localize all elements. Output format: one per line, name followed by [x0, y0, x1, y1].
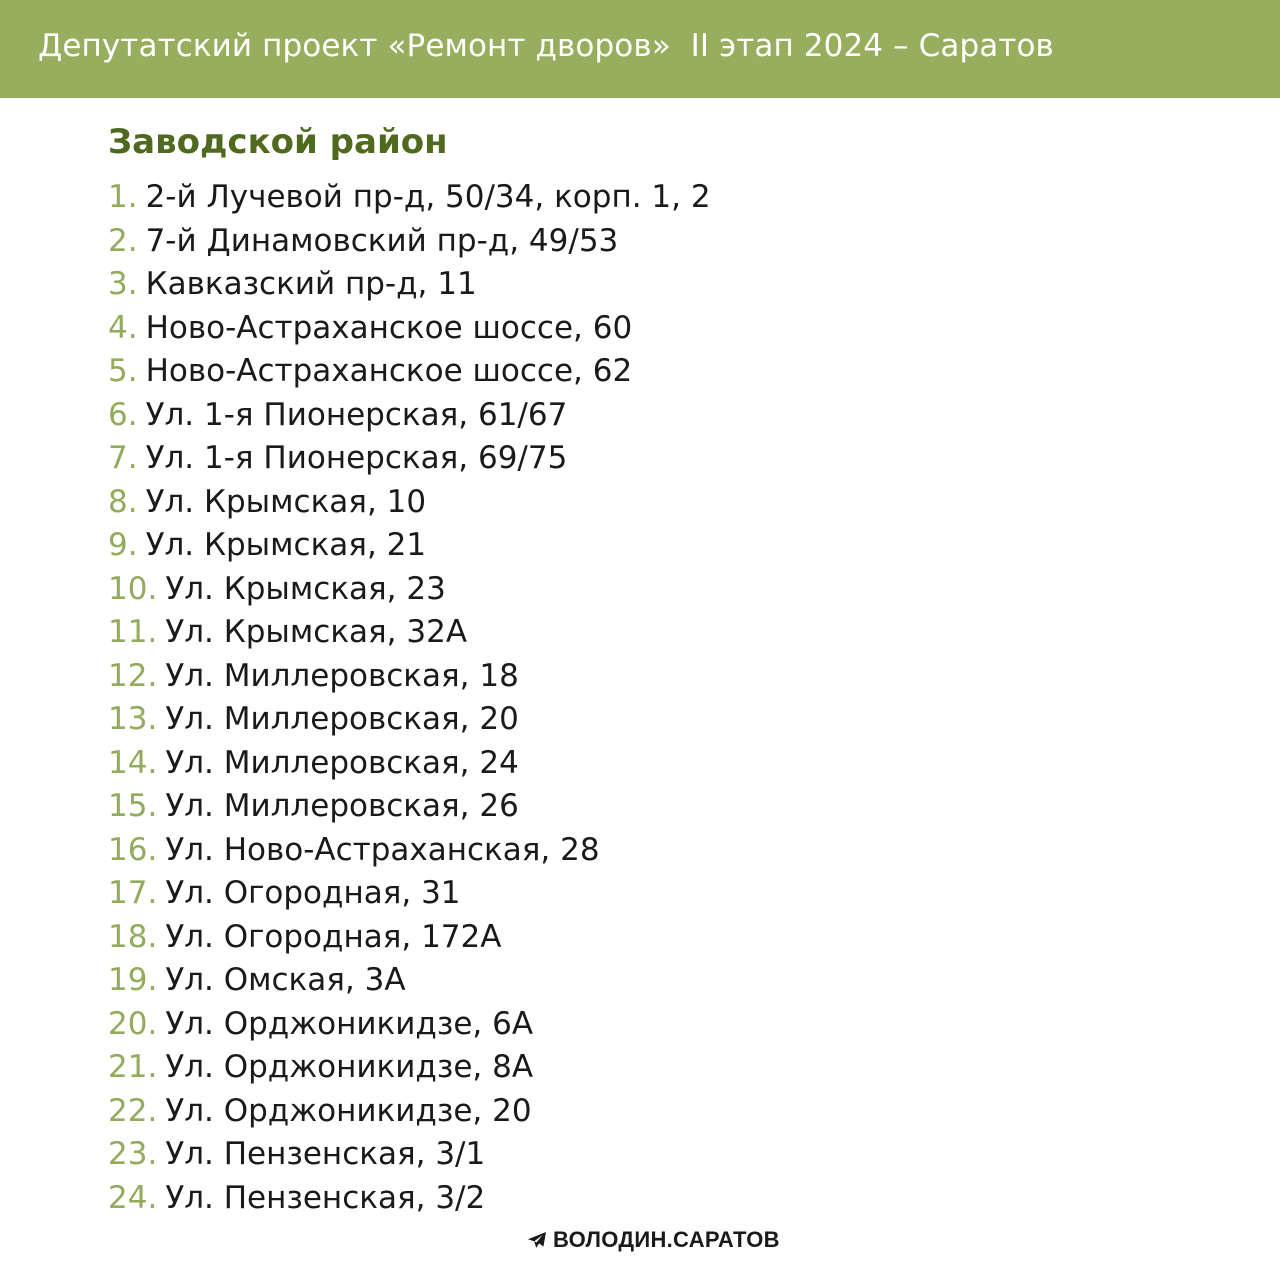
item-address: Ул. Огородная, 31	[165, 875, 461, 911]
item-address: 7-й Динамовский пр-д, 49/53	[145, 222, 619, 259]
item-address: Ул. Ново-Астраханская, 28	[165, 831, 600, 868]
item-number: 14.	[108, 744, 158, 781]
list-item	[108, 1090, 711, 1134]
item-number: 2.	[108, 222, 138, 259]
item-address: Ул. Миллеровская, 20	[165, 701, 519, 737]
item-address: Кавказский пр-д, 11	[145, 266, 477, 302]
list-item	[108, 916, 711, 960]
item-address: Ул. Пензенская, 3/1	[165, 1136, 486, 1172]
item-number: 15.	[108, 788, 158, 824]
item-number: 10.	[108, 570, 158, 607]
item-number: 11.	[108, 614, 158, 650]
item-number: 5.	[108, 353, 138, 389]
item-address: Ул. Крымская, 23	[165, 570, 446, 607]
list-item	[108, 1046, 711, 1090]
item-address: Ул. Огородная, 172А	[165, 918, 502, 955]
list-item	[108, 1133, 711, 1177]
list-item	[108, 307, 711, 351]
list-item	[108, 437, 711, 481]
list-item	[108, 829, 711, 873]
list-item	[108, 481, 711, 525]
list-item	[108, 394, 711, 438]
list-item	[108, 872, 711, 916]
header-banner	[0, 0, 1280, 98]
item-address: Ул. Миллеровская, 26	[165, 788, 519, 824]
list-item	[108, 350, 711, 394]
item-address: Ново-Астраханское шоссе, 60	[145, 309, 633, 346]
item-address: Ул. Омская, 3А	[165, 962, 406, 998]
item-number: 4.	[108, 309, 138, 346]
item-number: 12.	[108, 657, 158, 694]
footer-channel[interactable]	[527, 1226, 780, 1254]
list-item	[108, 785, 711, 829]
item-number: 8.	[108, 483, 138, 520]
item-address: Ул. Орджоникидзе, 8А	[165, 1049, 534, 1085]
item-number: 3.	[108, 266, 138, 302]
page-title: Депутатский проект «Ремонт дворов» II этап 2024 – Саратов	[38, 28, 1054, 64]
item-number: 24.	[108, 1179, 158, 1216]
list-item	[108, 568, 711, 612]
district-title: Заводской район	[108, 122, 448, 162]
item-number: 22.	[108, 1092, 158, 1129]
item-address: Ул. 1-я Пионерская, 61/67	[145, 396, 568, 433]
telegram-plane-icon	[527, 1231, 547, 1249]
list-item	[108, 263, 711, 307]
list-item	[108, 742, 711, 786]
item-address: Ул. 1-я Пионерская, 69/75	[145, 440, 568, 476]
item-address: Ул. Миллеровская, 24	[165, 744, 519, 781]
item-address: Ул. Орджоникидзе, 20	[165, 1092, 532, 1129]
item-address: Ул. Крымская, 21	[145, 527, 427, 563]
list-item	[108, 220, 711, 264]
item-address: Ул. Орджоникидзе, 6А	[165, 1005, 534, 1042]
channel-name: ВОЛОДИН.САРАТОВ	[553, 1227, 780, 1252]
item-number: 9.	[108, 527, 138, 563]
item-number: 7.	[108, 440, 138, 476]
item-number: 13.	[108, 701, 158, 737]
item-number: 21.	[108, 1049, 158, 1085]
list-item	[108, 698, 711, 742]
item-number: 1.	[108, 179, 138, 215]
item-number: 18.	[108, 918, 158, 955]
item-address: Ул. Крымская, 10	[145, 483, 427, 520]
list-item	[108, 959, 711, 1003]
item-number: 20.	[108, 1005, 158, 1042]
item-address: Ул. Крымская, 32А	[165, 614, 468, 650]
address-list	[108, 176, 711, 1220]
item-address: 2-й Лучевой пр-д, 50/34, корп. 1, 2	[145, 179, 711, 215]
item-address: Ново-Астраханское шоссе, 62	[145, 353, 633, 389]
list-item	[108, 1003, 711, 1047]
item-number: 17.	[108, 875, 158, 911]
item-number: 6.	[108, 396, 138, 433]
list-item	[108, 176, 711, 220]
item-address: Ул. Миллеровская, 18	[165, 657, 519, 694]
item-number: 23.	[108, 1136, 158, 1172]
item-number: 16.	[108, 831, 158, 868]
list-item	[108, 655, 711, 699]
item-number: 19.	[108, 962, 158, 998]
list-item	[108, 524, 711, 568]
list-item	[108, 1177, 711, 1221]
item-address: Ул. Пензенская, 3/2	[165, 1179, 486, 1216]
list-item	[108, 611, 711, 655]
